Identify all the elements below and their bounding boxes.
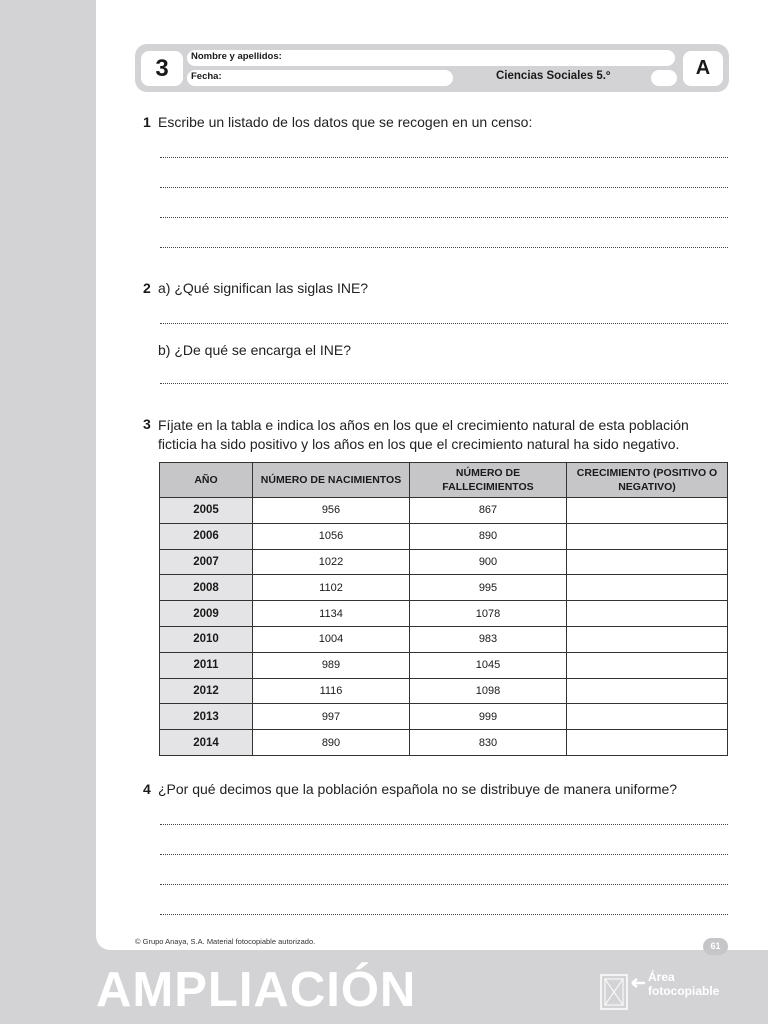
year-cell: 2006 (160, 523, 253, 549)
answer-line[interactable] (160, 323, 728, 324)
question-2a-text: a) ¿Qué significan las siglas INE? (158, 280, 369, 296)
question-2-number: 2 (143, 280, 151, 296)
deaths-cell: 900 (410, 549, 567, 575)
births-cell: 989 (253, 652, 410, 678)
year-cell: 2014 (160, 730, 253, 756)
col-header-births: NÚMERO DE NACIMIENTOS (253, 463, 410, 498)
photocopy-area (600, 970, 740, 1010)
unit-number: 3 (141, 51, 183, 86)
name-label: Nombre y apellidos: (191, 51, 282, 62)
level-badge: A (683, 51, 723, 86)
photocopy-label: Área fotocopiable (648, 970, 720, 998)
table-row (160, 652, 728, 678)
date-label: Fecha: (191, 71, 222, 82)
answer-line[interactable] (160, 217, 728, 218)
table-header-row (160, 463, 728, 498)
growth-cell[interactable] (567, 730, 728, 756)
table-row (160, 549, 728, 575)
deaths-cell: 999 (410, 704, 567, 730)
answer-line[interactable] (160, 914, 728, 915)
births-cell: 1004 (253, 626, 410, 652)
answer-line[interactable] (160, 383, 728, 384)
col-header-year: AÑO (160, 463, 253, 498)
answer-line[interactable] (160, 854, 728, 855)
table-row (160, 575, 728, 601)
year-cell: 2010 (160, 626, 253, 652)
date-field[interactable] (187, 70, 453, 86)
answer-line[interactable] (160, 824, 728, 825)
growth-cell[interactable] (567, 704, 728, 730)
deaths-cell: 995 (410, 575, 567, 601)
deaths-cell: 1045 (410, 652, 567, 678)
deaths-cell: 830 (410, 730, 567, 756)
extra-field[interactable] (651, 70, 677, 86)
growth-cell[interactable] (567, 601, 728, 627)
births-cell: 1102 (253, 575, 410, 601)
question-4-text: ¿Por qué decimos que la población española no se distribuye de manera uniforme? (158, 781, 678, 797)
year-cell: 2008 (160, 575, 253, 601)
growth-cell[interactable] (567, 549, 728, 575)
section-title: AMPLIACIÓN (96, 963, 417, 1017)
growth-cell[interactable] (567, 523, 728, 549)
question-2b-text: b) ¿De qué se encarga el INE? (158, 342, 351, 358)
births-cell: 890 (253, 730, 410, 756)
births-cell: 1056 (253, 523, 410, 549)
table-row (160, 523, 728, 549)
births-cell: 956 (253, 498, 410, 524)
answer-line[interactable] (160, 157, 728, 158)
col-header-growth: CRECIMIENTO (POSITIVO O NEGATIVO) (567, 463, 728, 498)
question-1-text: Escribe un listado de los datos que se recogen en un censo: (158, 114, 533, 130)
deaths-cell: 867 (410, 498, 567, 524)
year-cell: 2011 (160, 652, 253, 678)
question-3-number: 3 (143, 416, 151, 432)
year-cell: 2013 (160, 704, 253, 730)
answer-line[interactable] (160, 247, 728, 248)
births-cell: 1134 (253, 601, 410, 627)
question-4-number: 4 (143, 781, 151, 797)
table-row (160, 730, 728, 756)
table-body (160, 498, 728, 756)
deaths-cell: 890 (410, 523, 567, 549)
page-number-badge: 61 (703, 938, 728, 955)
photocopy-icon (600, 972, 646, 1015)
year-cell: 2012 (160, 678, 253, 704)
births-cell: 1022 (253, 549, 410, 575)
table-row (160, 601, 728, 627)
births-cell: 997 (253, 704, 410, 730)
growth-cell[interactable] (567, 575, 728, 601)
table-row (160, 498, 728, 524)
table-row (160, 626, 728, 652)
growth-cell[interactable] (567, 652, 728, 678)
question-3-text: Fíjate en la tabla e indica los años en los que el crecimiento natural de esta población ficticia ha sido positivo y los años en los que el crecimiento natural ha sido negativo. (158, 417, 689, 452)
growth-cell[interactable] (567, 678, 728, 704)
question-1-number: 1 (143, 114, 151, 130)
year-cell: 2007 (160, 549, 253, 575)
deaths-cell: 1098 (410, 678, 567, 704)
subject-label: Ciencias Sociales 5.º (496, 70, 611, 82)
deaths-cell: 1078 (410, 601, 567, 627)
answer-line[interactable] (160, 187, 728, 188)
col-header-deaths: NÚMERO DE FALLECIMIENTOS (410, 463, 567, 498)
growth-cell[interactable] (567, 498, 728, 524)
name-field[interactable] (187, 50, 675, 66)
growth-cell[interactable] (567, 626, 728, 652)
births-cell: 1116 (253, 678, 410, 704)
answer-line[interactable] (160, 884, 728, 885)
year-cell: 2005 (160, 498, 253, 524)
copyright-notice: © Grupo Anaya, S.A. Material fotocopiable autorizado. (135, 937, 316, 946)
population-table (159, 462, 728, 756)
deaths-cell: 983 (410, 626, 567, 652)
year-cell: 2009 (160, 601, 253, 627)
table-row (160, 678, 728, 704)
table-row (160, 704, 728, 730)
